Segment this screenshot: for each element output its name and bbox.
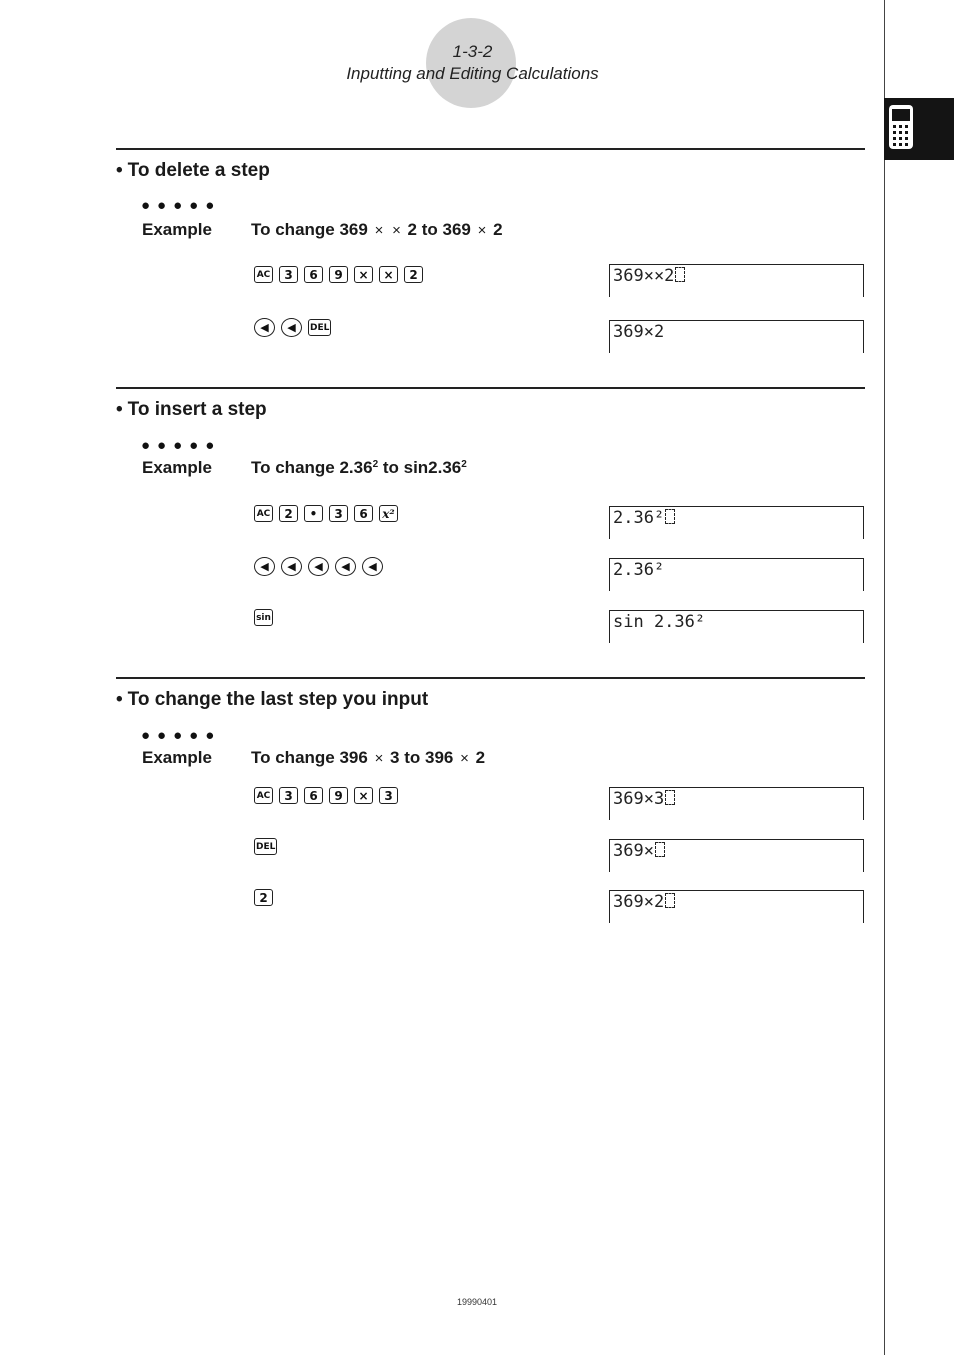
display-text: 369×2 xyxy=(613,322,665,342)
digit-key: 9 xyxy=(329,787,348,804)
section-title xyxy=(116,399,267,421)
page-number: 1-3-2 xyxy=(452,42,493,61)
key-sequence xyxy=(254,557,383,576)
bullet: • xyxy=(116,160,123,181)
cursor xyxy=(665,509,675,524)
display-text: 369×2 xyxy=(613,892,665,912)
digit-key: 6 xyxy=(304,787,323,804)
display-text: 369××2 xyxy=(613,266,675,286)
example-label: Example xyxy=(142,748,212,767)
example-text-part: 2 xyxy=(470,748,486,767)
calculator-display xyxy=(609,558,864,591)
example-text-part: To change 2.36 xyxy=(251,458,373,477)
section-divider xyxy=(116,677,865,679)
header-circle xyxy=(426,18,516,108)
example-text-part: 2 xyxy=(488,220,503,239)
ac-key: AC xyxy=(254,505,273,522)
display-text: 369×3 xyxy=(613,789,665,809)
example-text-part: 2 to 369 xyxy=(402,220,476,239)
ac-key: AC xyxy=(254,787,273,804)
example-text xyxy=(251,748,485,768)
key-sequence xyxy=(254,787,398,804)
display-text: 2.36² xyxy=(613,560,665,580)
left-arrow-key: ◀ xyxy=(254,557,275,576)
display-text: sin 2.36² xyxy=(613,612,706,632)
section-title-text: To delete a step xyxy=(127,160,270,181)
calculator-display xyxy=(609,839,864,872)
left-arrow-key: ◀ xyxy=(308,557,329,576)
key-sequence xyxy=(254,609,273,626)
key-sequence xyxy=(254,889,273,906)
section-title-text: To change the last step you input xyxy=(127,689,429,710)
sin-key: sin xyxy=(254,609,273,626)
section-title xyxy=(116,689,428,711)
section-title xyxy=(116,160,270,182)
digit-key: 2 xyxy=(279,505,298,522)
section-divider xyxy=(116,148,865,150)
page-title: Inputting and Editing Calculations xyxy=(346,64,599,83)
digit-key: 6 xyxy=(304,266,323,283)
key-sequence xyxy=(254,266,423,283)
times-sign: × xyxy=(374,222,384,239)
section-title-text: To insert a step xyxy=(127,399,267,420)
digit-key: 3 xyxy=(279,266,298,283)
digit-key: 2 xyxy=(404,266,423,283)
digit-key: 6 xyxy=(354,505,373,522)
times-sign: × xyxy=(374,750,384,767)
example-label: Example xyxy=(142,458,212,477)
times-sign: × xyxy=(460,750,469,767)
digit-key: 3 xyxy=(329,505,348,522)
digit-key: 2 xyxy=(254,889,273,906)
footer-code: 19990401 xyxy=(456,1297,498,1307)
digit-key: 3 xyxy=(279,787,298,804)
example-text-part: To change 396 xyxy=(251,748,373,767)
cursor xyxy=(665,893,675,908)
example-text xyxy=(251,458,467,478)
x-squared-key: x² xyxy=(379,505,398,522)
left-arrow-key: ◀ xyxy=(254,318,275,337)
multiply-key: × xyxy=(354,266,373,283)
key-sequence xyxy=(254,318,331,337)
cursor xyxy=(665,790,675,805)
example-text-part: 3 to 396 xyxy=(385,748,459,767)
ac-key: AC xyxy=(254,266,273,283)
superscript: 2 xyxy=(372,459,379,470)
cursor xyxy=(675,267,685,282)
bullet: • xyxy=(116,689,123,710)
bullet: • xyxy=(116,399,123,420)
calculator-display xyxy=(609,506,864,539)
multiply-key: × xyxy=(379,266,398,283)
superscript: 2 xyxy=(461,459,467,470)
digit-key: 9 xyxy=(329,266,348,283)
example-dots: ●●●●● xyxy=(141,437,222,454)
margin-line xyxy=(884,0,885,1355)
calculator-display xyxy=(609,610,864,643)
left-arrow-key: ◀ xyxy=(335,557,356,576)
times-sign: × xyxy=(477,222,487,239)
left-arrow-key: ◀ xyxy=(281,318,302,337)
cursor xyxy=(655,842,665,857)
example-dots: ●●●●● xyxy=(141,727,222,744)
example-text-part: To change 369 xyxy=(251,220,373,239)
del-key: DEL xyxy=(308,319,331,336)
key-sequence xyxy=(254,838,277,855)
chapter-tab xyxy=(884,98,954,160)
digit-key: 3 xyxy=(379,787,398,804)
example-text xyxy=(251,220,503,240)
calculator-display xyxy=(609,264,864,297)
calculator-icon xyxy=(888,104,914,150)
display-text: 2.36² xyxy=(613,508,665,528)
display-text: 369× xyxy=(613,841,654,861)
left-arrow-key: ◀ xyxy=(362,557,383,576)
calculator-display xyxy=(609,320,864,353)
times-sign: × xyxy=(392,222,401,239)
key-sequence xyxy=(254,505,398,522)
section-divider xyxy=(116,387,865,389)
calculator-display xyxy=(609,890,864,923)
left-arrow-key: ◀ xyxy=(281,557,302,576)
example-dots: ●●●●● xyxy=(141,197,222,214)
multiply-key: × xyxy=(354,787,373,804)
example-text-part: to sin2.36 xyxy=(378,458,462,477)
calculator-display xyxy=(609,787,864,820)
del-key: DEL xyxy=(254,838,277,855)
decimal-point-key: • xyxy=(304,505,323,522)
example-label: Example xyxy=(142,220,212,239)
